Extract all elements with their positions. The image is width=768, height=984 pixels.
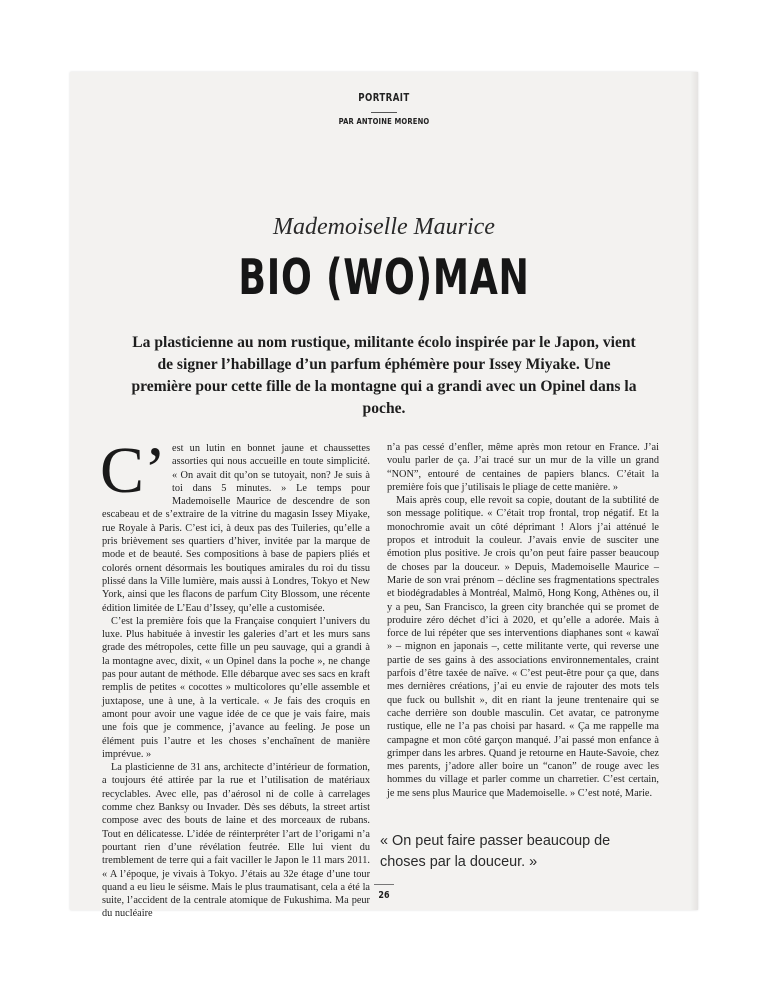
magazine-page (70, 72, 698, 920)
page-edge-shadow (690, 72, 698, 910)
folio-rule (374, 884, 394, 885)
pull-quote: « On peut faire passer beaucoup de choses par la douceur. » (380, 832, 611, 870)
article-headline: BIO (WO)MAN (238, 249, 530, 306)
rubric-rule (371, 112, 397, 113)
body-column-right (387, 441, 659, 800)
body-paragraph: Mais après coup, elle revoit sa copie, doutant de la subtilité de son message politique. « C’était trop frontal, trop négatif. Et la monochromie avait un côté déprimant ! Alors j’ai atténué le propos et introduit la couleur. J’avais envie de susciter une émotion plus positive. Je crois qu’on peut faire passer beaucoup de choses par la douceur. » Depuis, Mademoiselle Maurice – Marie de son vrai prénom – décline ses fragmentations spectrales et biodégradables à Montréal, Malmö, Hong Kong, Athènes ou, il y a peu, San Francisco, la green city branchée qui se promet de produire zéro déchet d’ici à 2020, et qu’elle a adorée. Mais à force de lui répéter que ses interventions diaphanes sont « kawaï » – mignon en japonais –, cette militante verte, qui reverse une partie de ses gains à des associations environnementales, craint parfois d’être taxée de naïve. « C’est peut-être pour ça que, dans mes dernières créations, j’ai eu envie de rajouter des mots tels que fuck ou bullshit », dit en riant la jeune trentenaire qui se cache derrière son double masculin. Cet avatar, ce patronyme rustique, elle ne l’a pas choisi par hasard. « Ça me rappelle ma campagne et mon côté garçon manqué. J’ai passé mon enfance à grimper dans les arbres. Quand je retourne en Haute-Savoie, chez mes parents, j’adore aller boire un “canon” de rouge avec les hommes du village et parler comme un charretier. C’est certain, je me sens plus Maurice que Mademoiselle. » C’est noté, Marie. (387, 495, 659, 799)
section-rubric: PORTRAIT (358, 92, 410, 104)
body-paragraph: La plasticienne de 31 ans, architecte d’intérieur de formation, a toujours été attirée par la rue et l’utilisation de matériaux recyclables. Avec elle, pas d’aérosol ni de colle à carrelages comme chez Banksy ou Invader. Dès ses débuts, la street artist compose avec des bouts de laine et des morceaux de rubans. Tout en délicatesse. L’idée de réinterpréter l’art de l’origami n’a pourtant rien d’une révélation feutrée. Elle lui vient du tremblement de terre qui a fait vaciller le Japon le 11 mars 2011. « A l’époque, je vivais à Tokyo. J’étais au 32e étage d’une tour quand a eu lieu le séisme. Mais le plus traumatisant, cela a été la suite, l’accident de la centrale atomique de Fukushima. Ma peur du nucléaire (102, 762, 370, 920)
body-column-left (100, 434, 370, 921)
article-standfirst: La plasticienne au nom rustique, militante écolo inspirée par le Japon, vient de signer l’habillage d’un parfum éphémère pour Issey Miyake. Une première pour cette fille de la montagne qui a grandi avec un Opinel dans la poche. (131, 334, 637, 417)
author-byline: PAR ANTOINE MORENO (338, 117, 430, 126)
body-paragraph: C’est la première fois que la Française conquiert l’univers du luxe. Plus habituée à investir les galeries d’art et les murs sans grade des métropoles, cette fille un peu sauvage, qui a grandi à la montagne avec, dixit, « un Opinel dans la poche », ne change pas pour autant de méthode. Elle débarque avec ses sacs en kraft remplis de petites « cocottes » multicolores qu’elle assemble et juxtapose, une à une, à la verticale. « Je fais des croquis en amont pour avoir une vague idée de ce que je vais faire, mais une fois que je commence, j’avance au feeling. Je pose un élément puis l’autre et les choses s’enchaînent de manière imprévue. » (102, 615, 370, 760)
article-kicker: Mademoiselle Maurice (273, 214, 495, 240)
body-paragraph (100, 434, 370, 615)
body-paragraph: n’a pas cessé d’enfler, même après mon retour en France. J’ai voulu parler de ça. J’ai tracé sur un mur de la ville un grand “NON”, entouré de centaines de papiers blancs. C’était la première fois que j’utilisais le pliage de cette manière. » (387, 442, 659, 493)
paragraph-text: est un lutin en bonnet jaune et chaussettes assorties qui nous accueille en toute simplicité. « On avait dit qu’on se tutoyait, non? Je suis à toi dans 5 minutes. » Le temps pour Mademoiselle Maurice de descendre de son escabeau et de s’extraire de la vitrine du magasin Issey Miyake, rue Royale à Paris. C’est ici, à deux pas des Tuileries, qu’elle a pris brièvement ses quartiers d’hiver, invitée par la marque de mode et de beauté. Ses compositions à base de papiers pliés et colorés ornent désormais les boutiques amirales du roi du tissu plissé dans la Ville lumière, mais aussi à Londres, Tokyo et New York, ainsi que les flacons de parfum City Blossom, une récente édition limitée de L’Eau d’Issey, qu’elle a customisée. (102, 443, 370, 614)
page-number: 26 (378, 890, 390, 901)
drop-cap: C’ (100, 434, 166, 507)
